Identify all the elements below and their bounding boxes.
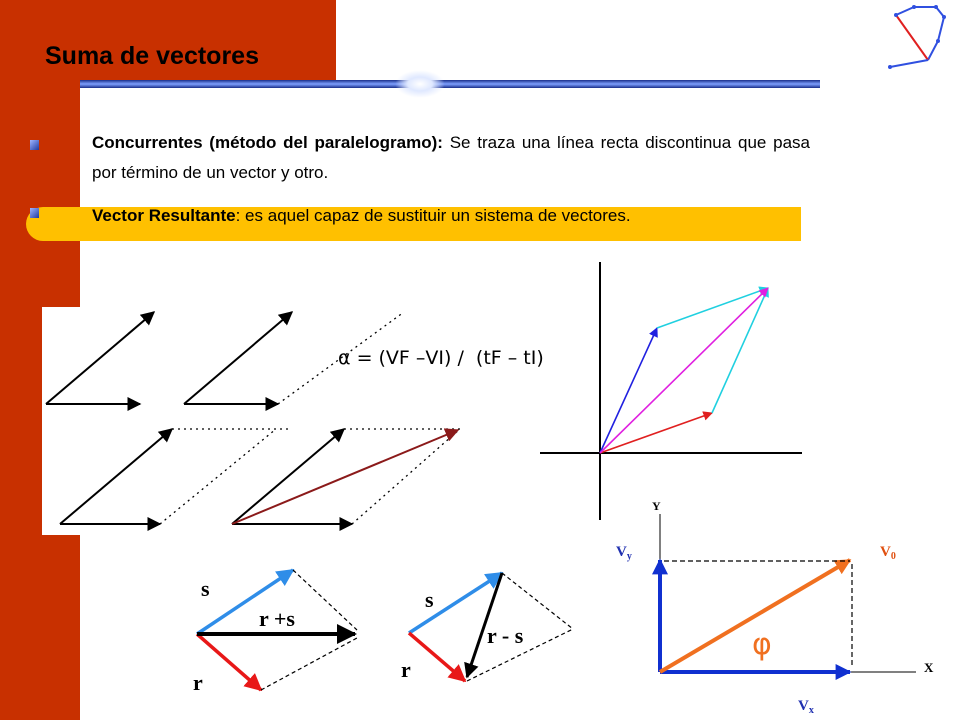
bullet-paragraph-resultante [92,204,810,228]
v0-subscript: 0 [890,551,896,562]
bullet-2-text: : es aquel capaz de sustituir un sistema de vectores. [235,206,631,225]
s-label: s [201,576,210,601]
vx-subscript: x [808,705,814,716]
vy-label: V [616,544,627,560]
svg-text:V0 [880,544,896,562]
bullet-2-bold: Vector Resultante [92,206,236,225]
difference-label: r - s [487,623,524,648]
v0-label: V [880,544,891,560]
bullet-1-text: Se traza una línea recta discontinua que pasa por término de un vector y otro. [92,133,810,182]
vector-logo-icon [884,5,956,73]
sum-label: r +s [259,606,295,631]
svg-text:Vy [616,544,632,562]
bullet-square-icon [30,140,39,150]
slide-title: Suma de vectores [45,42,259,70]
bullet-paragraph-concurrentes [92,128,810,188]
r-label: r [401,657,411,682]
title-underline-glow [395,70,445,98]
bullet-square-icon [30,208,39,218]
vy-subscript: y [626,551,632,562]
bullet-1-bold: Concurrentes (método del paralelogramo): [92,133,443,152]
vector-difference-figure [395,565,580,695]
s-label: s [425,587,434,612]
title-underline [80,80,820,88]
vector-sum-figure [185,560,380,700]
y-axis-label: Y [652,499,661,513]
acceleration-formula: α = (VF –VI) / (tF – tI) [338,347,544,369]
r-label: r [193,670,203,695]
axes-parallelogram-figure [520,258,810,522]
angle-label: φ [752,627,772,662]
svg-text:Vx [798,698,814,716]
x-axis-label: X [924,660,934,675]
vx-label: V [798,698,809,714]
parallelogram-method-figure [42,307,466,535]
velocity-components-figure [596,494,942,716]
